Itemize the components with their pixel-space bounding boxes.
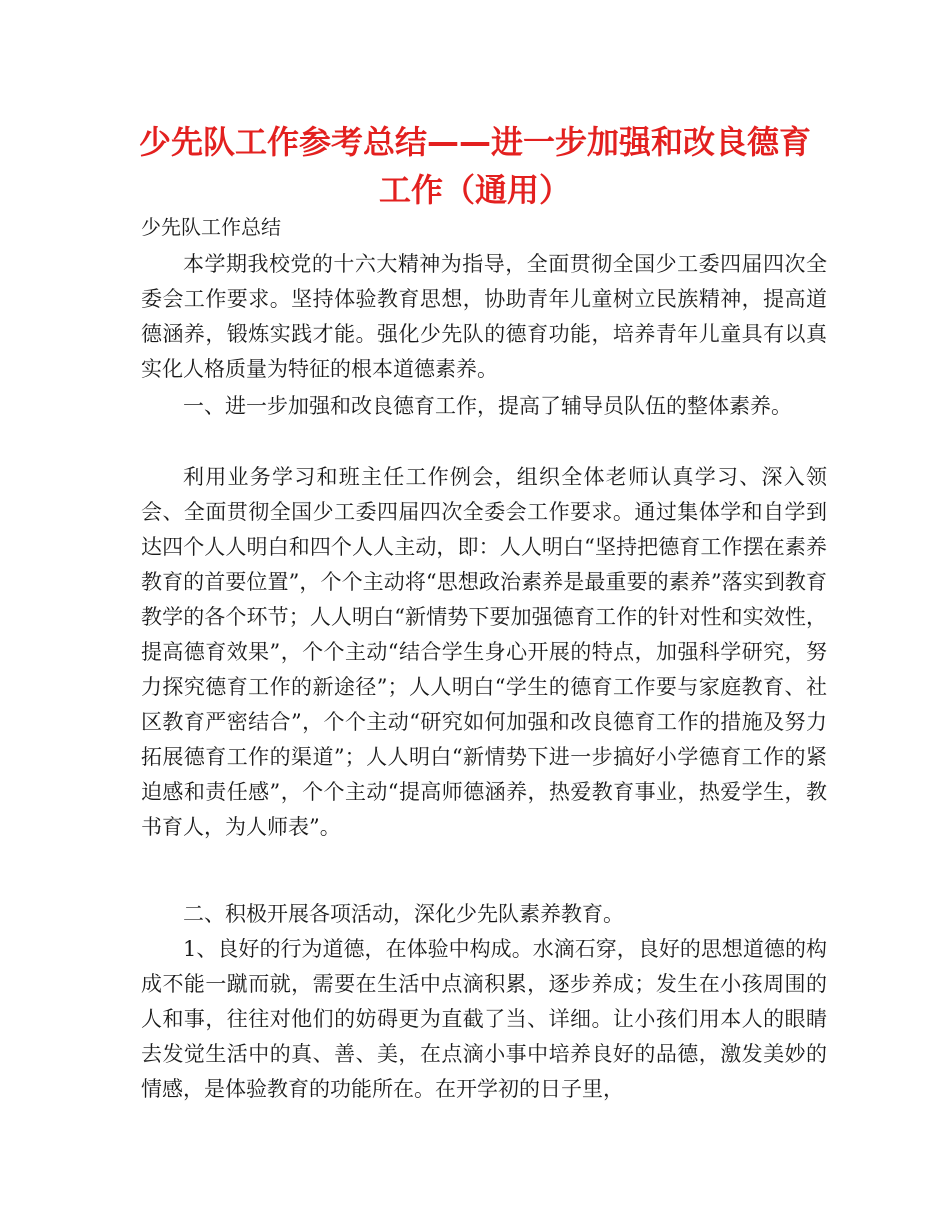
paragraph-intro: 本学期我校党的十六大精神为指导，全面贯彻全国少工委四届四次全委会工作要求。坚持体验教育思想，协助青年儿童树立民族精神，提高道德涵养，锻炼实践才能。强化少先队的德育功能，培养青年儿童具有以真实化人格质量为特征的根本道德素养。 <box>141 252 827 381</box>
paragraph-section-one-body: 利用业务学习和班主任工作例会，组织全体老师认真学习、深入领会、全面贯彻全国少工委四届四次全委会工作要求。通过集体学和自学到达四个人人明白和四个人人主动，即：人人明白“坚持把德育工作摆在素养教育的首要位置”，个个主动将“思想政治素养是最重要的素养”落实到教育教学的各个环节；人人明白“新情势下要加强德育工作的针对性和实效性，提高德育效果”，个个主动“结合学生身心开展的特点，加强科学研究，努力探究德育工作的新途径”；人人明白“学生的德育工作要与家庭教育、社区教育严密结合”，个个主动“研究如何加强和改良德育工作的措施及努力拓展德育工作的渠道”；人人明白“新情势下进一步搞好小学德育工作的紧迫感和责任感”，个个主动“提高师德涵养，热爱教育事业，热爱学生，教书育人，为人师表”。 <box>141 465 827 839</box>
paragraph-section-two-heading: 二、积极开展各项活动，深化少先队素养教育。 <box>183 902 624 926</box>
document-title: 少先队工作参考总结——进一步加强和改良德育工作（通用） <box>138 123 811 209</box>
paragraph-item-one: 1、良好的行为道德，在体验中构成。水滴石穿，良好的思想道德的构成不能一蹴而就，需要在生活中点滴积累，逐步养成；发生在小孩周围的人和事，往往对他们的妨碍更为直截了当、详细。让小孩们用本人的眼睛去发觉生活中的真、善、美，在点滴小事中培养良好的品德，激发美妙的情感，是体验教育的功能所在。在开学初的日子里， <box>141 937 827 1101</box>
paragraph-section-one-heading: 一、进一步加强和改良德育工作，提高了辅导员队伍的整体素养。 <box>183 394 792 418</box>
section-heading: 少先队工作总结 <box>141 215 281 239</box>
